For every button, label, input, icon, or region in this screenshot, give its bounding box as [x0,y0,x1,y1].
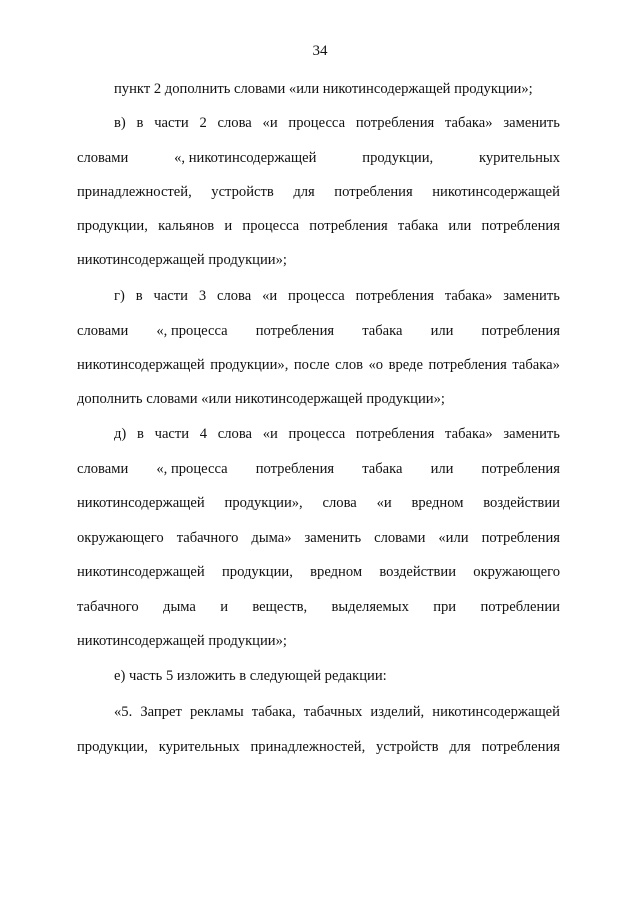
word: табака» [512,357,560,373]
word: д) [114,426,127,442]
text-line-19 [114,702,560,722]
word: устройств [376,739,439,755]
text-line-2 [114,113,560,133]
word: никотинсодержащей [77,564,205,580]
word: принадлежностей, [77,184,192,200]
word: словами [77,323,129,339]
word: потребления [481,739,560,755]
word: изделий, [370,704,425,720]
word: потреблении [480,599,560,615]
word: выделяемых [331,599,409,615]
word: для [449,739,471,755]
word: или [430,323,454,339]
word: после [293,357,330,373]
word: вредном [411,495,464,511]
word: потребления [255,323,335,339]
word: в) [114,115,126,131]
word: никотинсодержащей [432,184,560,200]
word: табака [362,323,403,339]
word: окружающего [473,564,560,580]
page-number: 34 [312,43,328,59]
word: дополнить словами «или никотинсодержащей продукции»; [77,391,445,407]
word: и [220,599,229,615]
word: принадлежностей, [250,739,366,755]
word: табака» [444,288,493,304]
text-line-6 [77,250,560,270]
text-line-12 [77,459,560,479]
word: окружающего [77,530,164,546]
word: процесса [242,218,300,234]
word: «и [262,288,278,304]
text-line-10 [77,389,560,409]
text-line-5 [77,216,560,236]
word: е) часть 5 изложить в следующей редакции: [114,668,387,684]
word: «или [438,530,469,546]
word: «и [262,426,278,442]
word: процесса [288,426,346,442]
word: кальянов [158,218,215,234]
word: «5. [114,704,133,720]
word: заменить [503,426,560,442]
word: 4 [199,426,208,442]
word: «, процесса [156,461,228,477]
word: потребления [334,184,413,200]
word: табака» [445,115,493,131]
word: 3 [198,288,207,304]
word: потребления [255,461,335,477]
word: потребления [481,530,560,546]
word: веществ, [252,599,308,615]
word: табака [362,461,403,477]
word: устройств [211,184,274,200]
word: в [137,426,144,442]
word: заменить [503,288,560,304]
word: табака [397,218,439,234]
word: при [433,599,457,615]
word: потребления [355,426,435,442]
word: никотинсодержащей [432,704,560,720]
word: воздействии [379,564,457,580]
word: 2 [199,115,207,131]
word: словами [77,461,129,477]
text-line-3 [77,148,560,168]
text-line-14 [77,528,560,548]
word: курительных [158,739,240,755]
word: процесса [288,115,346,131]
word: продукции, [77,218,148,234]
word: табака» [445,426,493,442]
word: «и [262,115,278,131]
word: г) [114,288,125,304]
text-line-11 [114,424,560,444]
word: потребления [428,357,507,373]
word: продукции», [210,357,289,373]
word: вреде [388,357,423,373]
word: в [135,288,143,304]
word: слова [217,115,252,131]
text-line-4 [77,182,560,202]
word: слова [217,426,253,442]
text-line-17 [77,631,560,651]
word: продукции, [362,150,434,166]
word: табачного [176,530,239,546]
text-line-13 [77,493,560,513]
word: потребления [481,218,560,234]
word: потребления [309,218,388,234]
word: вредном [310,564,363,580]
word: Запрет [140,704,182,720]
word: потребления [481,461,560,477]
word: «, никотинсодержащей [174,150,317,166]
word: «, процесса [156,323,228,339]
word: никотинсодержащей продукции»; [77,633,287,649]
word: слова [216,288,252,304]
word: потребления [355,288,434,304]
word: никотинсодержащей [77,495,205,511]
word: для [293,184,315,200]
word: продукции», [224,495,303,511]
word: табачных [303,704,363,720]
word: табачного [77,599,139,615]
word: или [448,218,472,234]
text-line-20 [77,737,560,757]
text-line-1 [114,79,560,99]
word: или [430,461,454,477]
word: продукции, [77,739,148,755]
text-line-15 [77,562,560,582]
word: никотинсодержащей [77,357,205,373]
word: в [136,115,144,131]
word: части [154,115,189,131]
text-line-8 [77,321,560,341]
word: слов [335,357,364,373]
word: потребления [355,115,435,131]
word: воздействии [483,495,560,511]
word: заменить [503,115,560,131]
word: дыма [163,599,196,615]
word: процесса [288,288,345,304]
word: словами [374,530,426,546]
word: рекламы [189,704,244,720]
word: и [224,218,233,234]
text-line-16 [77,597,560,617]
word: слова [322,495,357,511]
text-line-18 [114,666,560,686]
word: пункт 2 дополнить словами «или никотинсодержащей продукции»; [114,81,533,97]
word: «о [368,357,384,373]
word: табака, [251,704,296,720]
word: части [153,288,188,304]
word: продукции, [221,564,293,580]
word: заменить [304,530,362,546]
word: дыма» [251,530,292,546]
text-line-9 [77,355,560,375]
text-line-7 [114,286,560,306]
word: никотинсодержащей продукции»; [77,252,287,268]
word: курительных [479,150,560,166]
word: «и [376,495,392,511]
word: словами [77,150,129,166]
word: потребления [481,323,560,339]
word: части [154,426,190,442]
